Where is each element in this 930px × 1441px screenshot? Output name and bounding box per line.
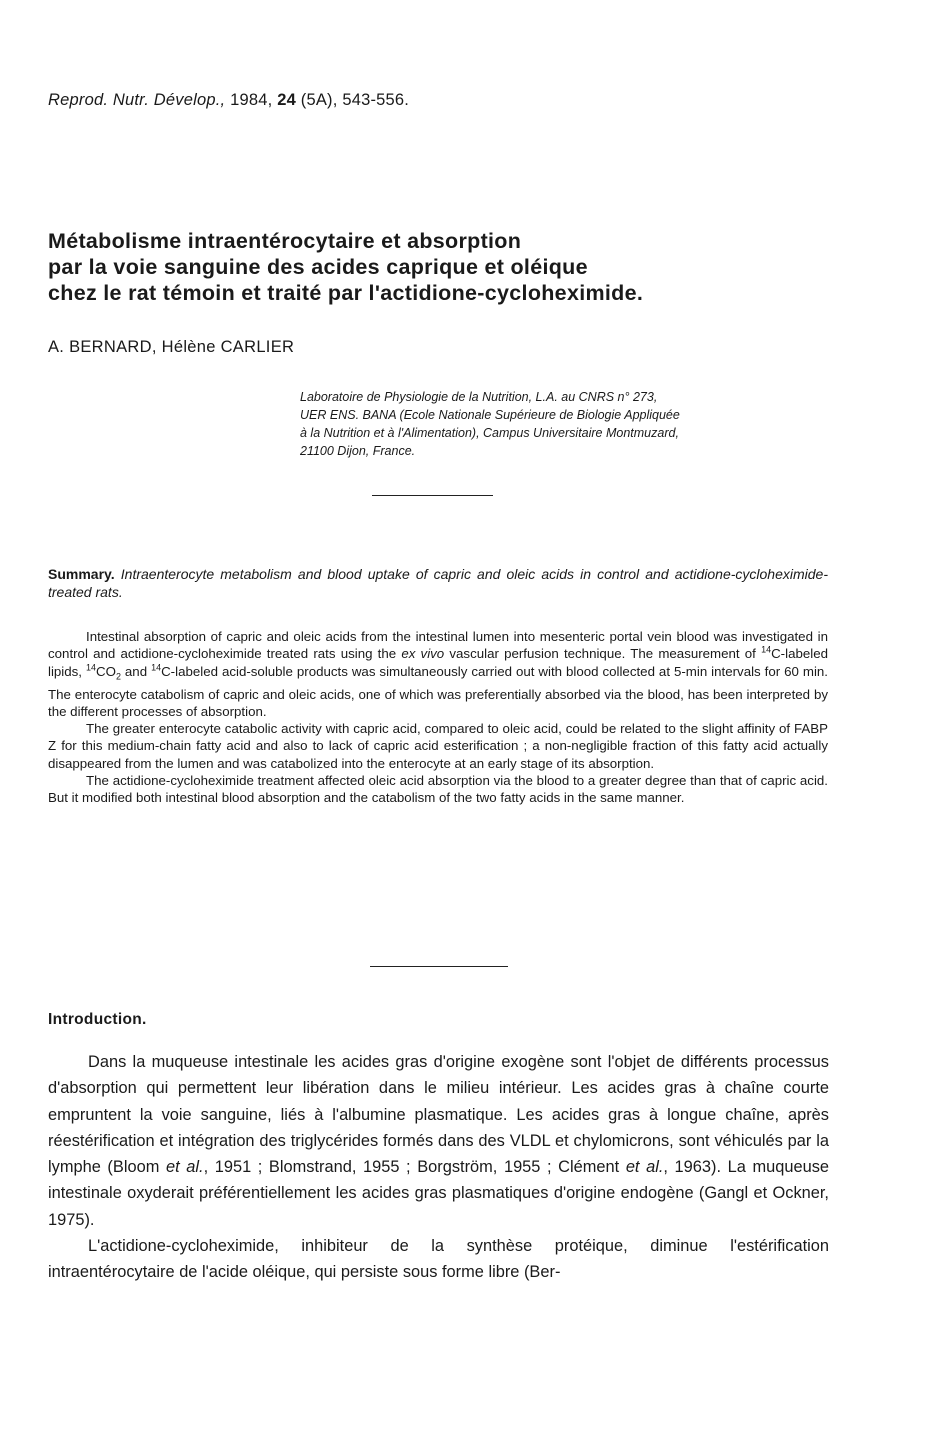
journal-name: Reprod. Nutr. Dévelop., — [48, 91, 226, 109]
introduction-paragraph: Dans la muqueuse intestinale les acides gras d'origine exogène sont l'objet de différents processus d'absorption qui permettent leur libération dans le milieu intérieur. Les acides gras à chaîne courte empruntent la voie sanguine, liés à l'albumine plasmatique. Les acides gras à longue chaîne, après réestérification et intégration des triglycérides formés dans des VLDL et chylomicrons, sont véhiculés par la lymphe (Bloom et al., 1951 ; Blomstrand, 1955 ; Borgström, 1955 ; Clément et al., 1963). La muqueuse intestinale oxyderait préférentiellement les acides gras plasmatiques d'origine endogène (Gangl et Ockner, 1975). — [48, 1053, 830, 1229]
affiliation-line: UER ENS. BANA (Ecole Nationale Supérieure de Biologie Appliquée — [300, 408, 680, 422]
summary-paragraph: The greater enterocyte catabolic activity with capric acid, compared to oleic acid, could be related to the slight affinity of FABP Z for this medium-chain fatty acid and also to lack of capric acid esterification ; a non-negligible fraction of this fatty acid actually disappeared from the lumen and was catabolized into the enterocyte at an early stage of its absorption. — [48, 721, 828, 771]
summary-paragraph: The actidione-cycloheximide treatment affected oleic acid absorption via the blood to a greater degree than that of capric acid. But it modified both intestinal blood absorption and the catabolism of the two fatty acids in the same manner. — [48, 773, 828, 806]
introduction-paragraph: L'actidione-cycloheximide, inhibiteur de la synthèse protéique, diminue l'estérification intraentérocytaire de l'acide oléique, qui persiste sous forme libre (Ber- — [48, 1237, 829, 1282]
summary-body — [48, 628, 828, 807]
summary-paragraph: Intestinal absorption of capric and oleic acids from the intestinal lumen into mesenteric portal vein blood was investigated in control and actidione-cycloheximide treated rats using the ex vivo vascular perfusion technique. The measurement of $^{14}$C-labeled lipids, $^{14}CO_2$ and $^{14}$C-labeled acid-soluble products was simultaneously carried out with blood collected at 5-min intervals for 60 min. The enterocyte catabolism of capric and oleic acids, one of which was preferentially absorbed via the blood, has been interpreted by the different processes of absorption. — [48, 629, 828, 719]
section-divider — [370, 966, 508, 967]
journal-issue-pages: (5A), 543-556. — [300, 91, 410, 109]
affiliation — [300, 388, 840, 460]
affiliation-line: 21100 Dijon, France. — [300, 444, 416, 458]
title-line: Métabolisme intraentérocytaire et absorption — [48, 229, 522, 253]
journal-citation — [48, 91, 409, 110]
title-line: chez le rat témoin et traité par l'actidione-cycloheximide. — [48, 281, 644, 305]
affiliation-line: Laboratoire de Physiologie de la Nutrition, L.A. au CNRS n° 273, — [300, 390, 658, 404]
journal-year: 1984, — [230, 91, 273, 109]
summary-heading — [48, 566, 828, 601]
section-divider — [372, 495, 493, 496]
summary-label: Summary. — [48, 566, 115, 582]
summary-title: Intraenterocyte metabolism and blood uptake of capric and oleic acids in control and actidione-cycloheximide-treated rats. — [48, 566, 828, 600]
introduction-body — [48, 1049, 829, 1286]
section-heading-introduction: Introduction. — [48, 1011, 147, 1028]
title-line: par la voie sanguine des acides caprique et oléique — [48, 255, 588, 279]
journal-volume: 24 — [277, 91, 296, 109]
affiliation-line: à la Nutrition et à l'Alimentation), Campus Universitaire Montmuzard, — [300, 426, 679, 440]
author-list: A. BERNARD, Hélène CARLIER — [48, 338, 295, 356]
article-title — [48, 228, 888, 306]
